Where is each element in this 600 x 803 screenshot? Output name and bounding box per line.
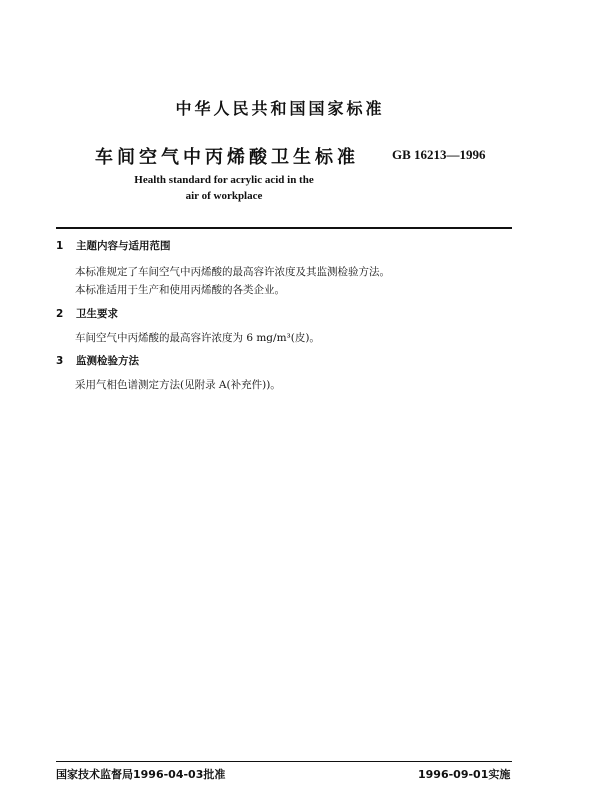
section-2-heading xyxy=(56,306,118,321)
section-1-heading xyxy=(56,238,171,253)
section-title: 监测检验方法 xyxy=(76,355,139,367)
section-number: 1 xyxy=(56,240,64,252)
english-title-line-2: air of workplace xyxy=(185,190,263,202)
standard-code: GB 16213—1996 xyxy=(392,147,486,162)
footer-divider xyxy=(56,761,512,762)
section-2-paragraph-1: 车间空气中丙烯酸的最高容许浓度为 6 mg/m³(皮)。 xyxy=(75,332,320,344)
implementation-date: 1996-09-01实施 xyxy=(418,768,511,781)
section-title: 卫生要求 xyxy=(76,308,118,320)
section-1-paragraph-2: 本标准适用于生产和使用丙烯酸的各类企业。 xyxy=(75,284,285,296)
section-number: 3 xyxy=(56,355,64,367)
english-title xyxy=(0,172,448,204)
document-title: 车间空气中丙烯酸卫生标准 xyxy=(95,147,359,168)
english-title-line-1: Health standard for acrylic acid in the xyxy=(134,174,314,186)
national-standard-heading: 中华人民共和国国家标准 xyxy=(175,99,385,118)
header-divider xyxy=(56,227,512,229)
section-title: 主题内容与适用范围 xyxy=(76,240,171,252)
approval-date: 国家技术监督局1996-04-03批准 xyxy=(56,768,226,781)
section-1-paragraph-1: 本标准规定了车间空气中丙烯酸的最高容许浓度及其监测检验方法。 xyxy=(75,266,390,278)
section-3-heading xyxy=(56,353,139,368)
section-3-paragraph-1: 采用气相色谱测定方法(见附录 A(补充件))。 xyxy=(75,379,281,391)
section-number: 2 xyxy=(56,308,64,320)
